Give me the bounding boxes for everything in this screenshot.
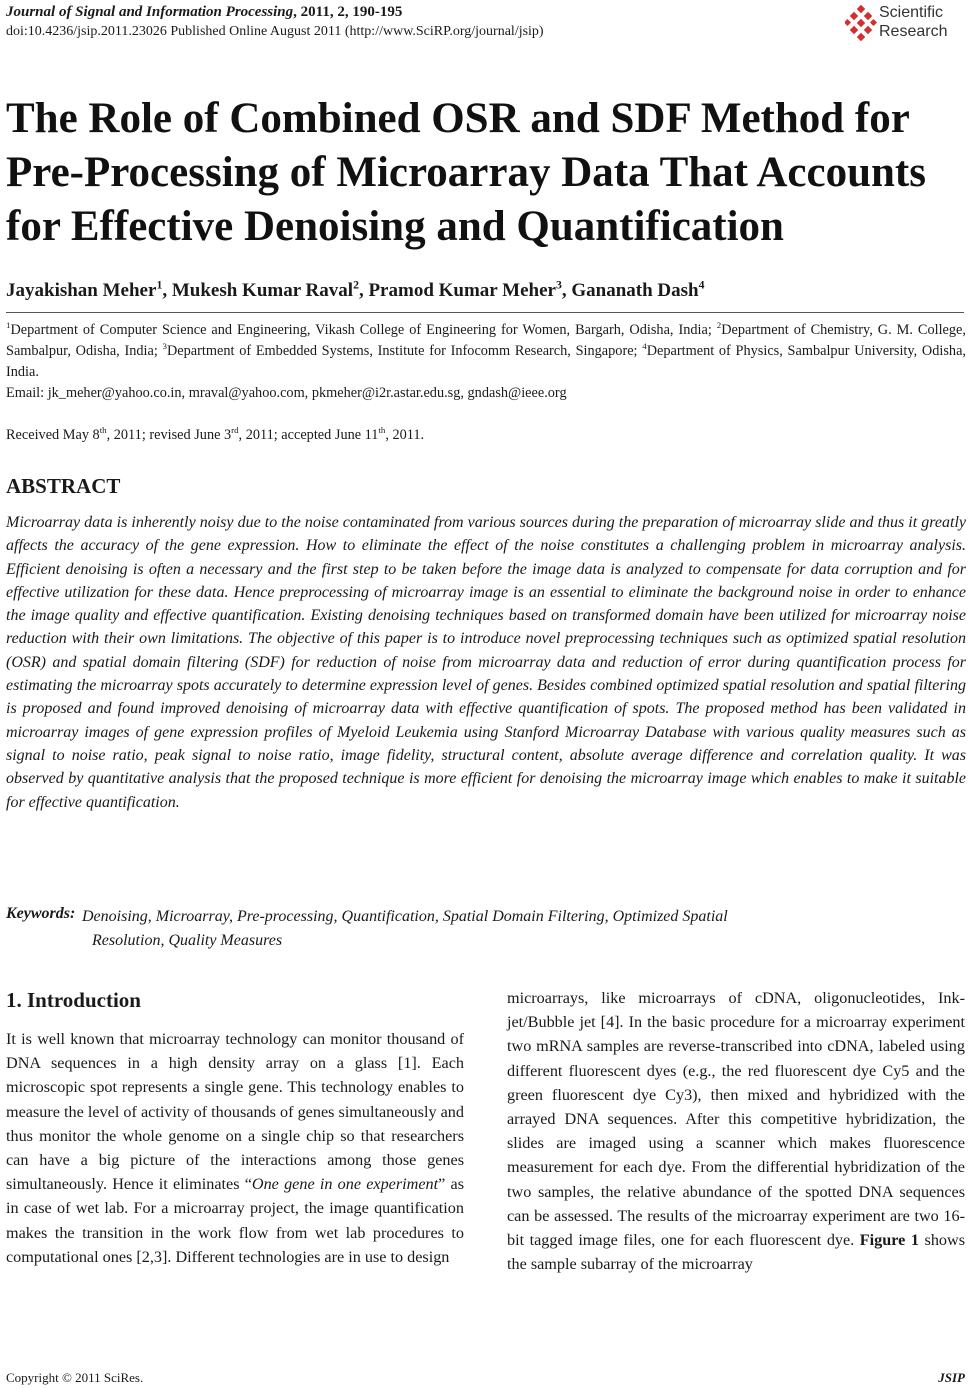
intro-text: ” as in case of wet lab. For a microarray project, the image quantification makes the transition in the work flow from wet lab procedures to computational ones [2,3]. Different technologies are in use to design [6,1175,465,1266]
header-divider [6,312,964,313]
author-sup: 1 [156,278,163,292]
received-sup: th [378,425,386,436]
logo-text [879,3,947,41]
author-sup: 4 [698,278,705,292]
email-line: Email: jk_meher@yahoo.co.in, mraval@yahoo.com, pkmeher@i2r.astar.edu.sg, gndash@ieee.org [6,385,567,401]
intro-text: shows the sample subarray of the microarray [507,1231,965,1274]
figure-ref: Figure 1 [859,1231,919,1250]
abstract-body: Microarray data is inherently noisy due to the noise contaminated from various sources during the preparation of microarray slide and thus it greatly affects the accuracy of the gene expression. How to eliminate the effect of the noise constitutes a challenging problem in microarray analysis. Efficient denoising is often a necessary and the first step to be taken before the image data is analyzed to compensate for data corruption and for effective utilization for these data. Hence preprocessing of microarray image is an essential to eliminate the background noise in order to enhance the image quality and effective quantification. Existing denoising techniques based on transformed domain have been utilized for microarray noise reduction with their own limitations. The objective of this paper is to introduce novel preprocessing techniques such as optimized spatial resolution (OSR) and spatial domain filtering (SDF) for reduction of noise from microarray data and reduction of error during quantification process for estimating the microarray spots accurately to determine expression level of genes. Besides combined optimized spatial resolution and spatial filtering is proposed and found improved denoising of microarray data with effective quantification of spots. The proposed method has been validated in microarray images of gene expression profiles of Myeloid Leukemia using Stanford Microarray Database with various quality measures such as signal to noise ratio, peak signal to noise ratio, image fidelity, structural content, absolute average difference and correlation quality. It was observed by quantitative analysis that the proposed technique is more efficient for denoising the microarray image which enables to make it suitable for effective quantification. [6,514,966,811]
journal-abbrev-footer: JSIP [938,1370,965,1385]
affil-text: Department of Chemistry, G. M. College, Sambalpur, Odisha, India; [6,322,966,359]
keywords-line-2: Resolution, Quality Measures [92,932,283,949]
intro-text: It is well known that microarray technology can monitor thousand of DNA sequences in a high density array on a glass [1]. Each microscopic spot represents a single gene. This technology enables to measure the level of activity of thousands of genes simultaneously and thus monitor the whole genome on a single chip so that researchers can have a big picture of the interactions among those genes simultaneously. Hence it eliminates “ [6,1030,464,1194]
keywords-label: Keywords: [6,905,76,922]
affil-text: Department of Embedded Systems, Institute for Infocomm Research, Singapore; [166,343,643,359]
copyright-footer: Copyright © 2011 SciRes. [6,1370,144,1385]
abstract-heading: ABSTRACT [6,474,121,498]
intro-text: microarrays, like microarrays of cDNA, oligonucleotides, Ink-jet/Bubble jet [4]. In the basic procedure for a microarray experiment two mRNA samples are reverse-transcribed into cDNA, labeled using different fluorescent dyes (e.g., the red fluorescent dye Cy5 and the green fluorescent dye Cy3), then mixed and hybridized with the arrayed DNA sequences. After this competitive hybridization, the slides are imaged using a scanner which makes fluorescence measurement for each dye. From the differential hybridization of the two samples, the relative abundance of the spotted DNA sequences can be assessed. The results of the microarray experiment are two 16-bit tagged image files, one for each fluorescent dye. [507,989,965,1250]
section-heading: 1. Introduction [6,988,141,1012]
received-sup: rd [231,425,239,436]
author-sup: 3 [555,278,562,292]
doi-line: doi:10.4236/jsip.2011.23026 Published Online August 2011 (http://www.SciRP.org/journal/jsip) [6,24,544,39]
affil-sup: 1 [6,320,11,331]
affil-sup: 3 [162,341,167,352]
author-name: Pramod Kumar Meher [368,280,556,301]
author-name: Jayakishan Meher [6,280,157,301]
received-text: , 2011; revised June 3 [106,427,232,443]
journal-header [6,4,402,21]
author-name: Mukesh Kumar Raval [171,280,354,301]
author-sup: 2 [353,278,359,292]
received-text: , 2011; accepted June 11 [238,427,379,443]
keywords-line-1: Denoising, Microarray, Pre-processing, Quantification, Spatial Domain Filtering, Optimized Spatial [82,908,728,925]
received-text: , 2011. [385,427,425,443]
logo-line-1: Scientific [879,4,944,21]
intro-right-column [507,986,965,1276]
affil-sup: 4 [642,341,647,352]
affil-sup: 2 [716,320,722,331]
title-line: for Effective Denoising and Quantification [6,203,784,250]
author-name: Gananath Dash [571,280,699,301]
intro-italic: One gene in one experiment [251,1175,439,1194]
journal-name: Journal of Signal and Information Processing [6,4,294,20]
intro-left-column [6,1027,464,1269]
scientific-research-logo-icon [845,5,877,41]
publisher-logo [845,3,965,43]
received-sup: th [99,425,107,436]
received-dates [6,427,424,444]
title-line: Pre-Processing of Microarray Data That Accounts [6,149,926,196]
author-list: Jayakishan Meher$^1$, Mukesh Kumar Raval$^2$, Pramod Kumar Meher$^3$, Gananath Dash$^4$ [6,278,705,301]
received-text: Received May 8 [6,427,100,443]
affil-text: Department of Computer Science and Engineering, Vikash College of Engineering for Women, Bargarh, Odisha, India; [10,322,717,338]
title-line: The Role of Combined OSR and SDF Method for [6,95,910,142]
journal-issue: , 2011, 2, 190-195 [293,4,403,20]
paper-title [6,92,966,254]
affiliations [6,320,966,404]
logo-line-2: Research [879,23,948,40]
affil-text: Department of Physics, Sambalpur University, Odisha, India. [6,343,967,380]
